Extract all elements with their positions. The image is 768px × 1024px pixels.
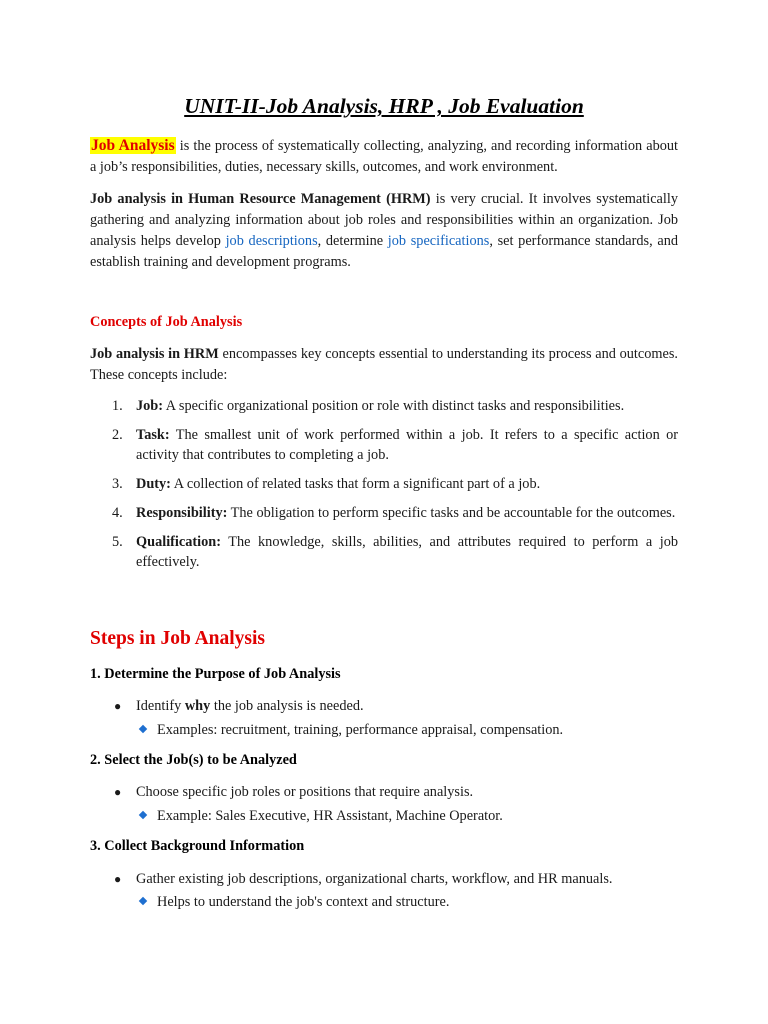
- list-item: [90, 396, 678, 416]
- item-text: The obligation to perform specific tasks and be accountable for the outcomes.: [227, 505, 676, 521]
- step-1-title: 1. Determine the Purpose of Job Analysis: [90, 666, 341, 682]
- bullet-dot-icon: ●: [114, 872, 122, 886]
- item-term: Responsibility:: [136, 505, 228, 521]
- item-text: A specific organizational position or role with distinct tasks and responsibilities.: [163, 398, 625, 414]
- item-number: 3.: [112, 476, 123, 492]
- diamond-bullet-icon: [139, 897, 147, 905]
- bullet-dot-icon: ●: [114, 699, 122, 713]
- steps-heading: Steps in Job Analysis: [90, 628, 266, 649]
- list-item: [90, 532, 678, 572]
- bullet-bold: why: [184, 698, 211, 714]
- bullet-text: Choose specific job roles or positions that require analysis.: [136, 784, 474, 800]
- concepts-intro-text: encompasses key concepts essential to understanding its process and outcomes. These concepts include:: [90, 346, 678, 383]
- bullet-text-post: the job analysis is needed.: [210, 698, 364, 714]
- diamond-bullet-icon: [139, 811, 147, 819]
- hrm-text-3: , set performance standards, and establish training and development programs.: [90, 233, 679, 270]
- intro-text: is the process of systematically collecting, analyzing, and recording information about a job’s responsibilities, duties, necessary skills, outcomes, and work environment.: [90, 138, 678, 175]
- item-text: A collection of related tasks that form a significant part of a job.: [170, 476, 541, 492]
- item-number: 4.: [112, 505, 123, 521]
- list-item: [90, 425, 678, 465]
- diamond-bullet-icon: [139, 725, 147, 733]
- concepts-intro: [90, 344, 678, 386]
- step-2-title: 2. Select the Job(s) to be Analyzed: [90, 752, 297, 768]
- step-2-sub-bullet: [140, 806, 503, 826]
- bullet-dot-icon: ●: [114, 785, 122, 799]
- item-number: 5.: [112, 534, 123, 550]
- intro-paragraph: [90, 135, 678, 178]
- step-1-sub-bullet: [140, 720, 563, 740]
- concepts-intro-bold: Job analysis in HRM: [90, 346, 219, 362]
- bullet-text: Gather existing job descriptions, organizational charts, workflow, and HR manuals.: [136, 871, 613, 887]
- item-text: The knowledge, skills, abilities, and attributes required to perform a job effectively.: [136, 534, 678, 570]
- hrm-text-1: is very crucial. It involves systematically gathering and analyzing information about job roles and responsibilities within an organization. Job analysis helps develop: [90, 191, 678, 249]
- item-number: 1.: [112, 398, 123, 414]
- sub-bullet-text: Helps to understand the job's context and structure.: [157, 894, 450, 910]
- hrm-bold: Job analysis in Human Resource Management (HRM): [90, 191, 431, 207]
- item-term: Qualification:: [136, 534, 221, 550]
- sub-bullet-text: Examples: recruitment, training, performance appraisal, compensation.: [157, 722, 564, 738]
- item-term: Job:: [136, 398, 164, 414]
- job-specifications-link[interactable]: job specifications: [387, 233, 490, 249]
- hrm-paragraph: [90, 189, 678, 273]
- concepts-list: [90, 396, 678, 581]
- item-term: Duty:: [136, 476, 171, 492]
- sub-bullet-text: Example: Sales Executive, HR Assistant, Machine Operator.: [157, 808, 503, 824]
- step-3-sub-bullet: [140, 892, 449, 912]
- concepts-heading: Concepts of Job Analysis: [90, 314, 243, 330]
- list-item: [90, 474, 678, 494]
- item-text: The smallest unit of work performed within a job. It refers to a specific action or activity that contributes to completing a job.: [136, 427, 678, 463]
- step-3-title: 3. Collect Background Information: [90, 838, 305, 854]
- page-title: UNIT-II-Job Analysis, HRP , Job Evaluation: [184, 94, 584, 118]
- item-term: Task:: [136, 427, 170, 443]
- hrm-text-2: , determine: [317, 233, 388, 249]
- job-descriptions-link[interactable]: job descriptions: [225, 233, 318, 249]
- item-number: 2.: [112, 427, 123, 443]
- list-item: [90, 503, 678, 523]
- bullet-text: Identify: [136, 698, 185, 714]
- highlighted-term: Job Analysis: [91, 137, 175, 154]
